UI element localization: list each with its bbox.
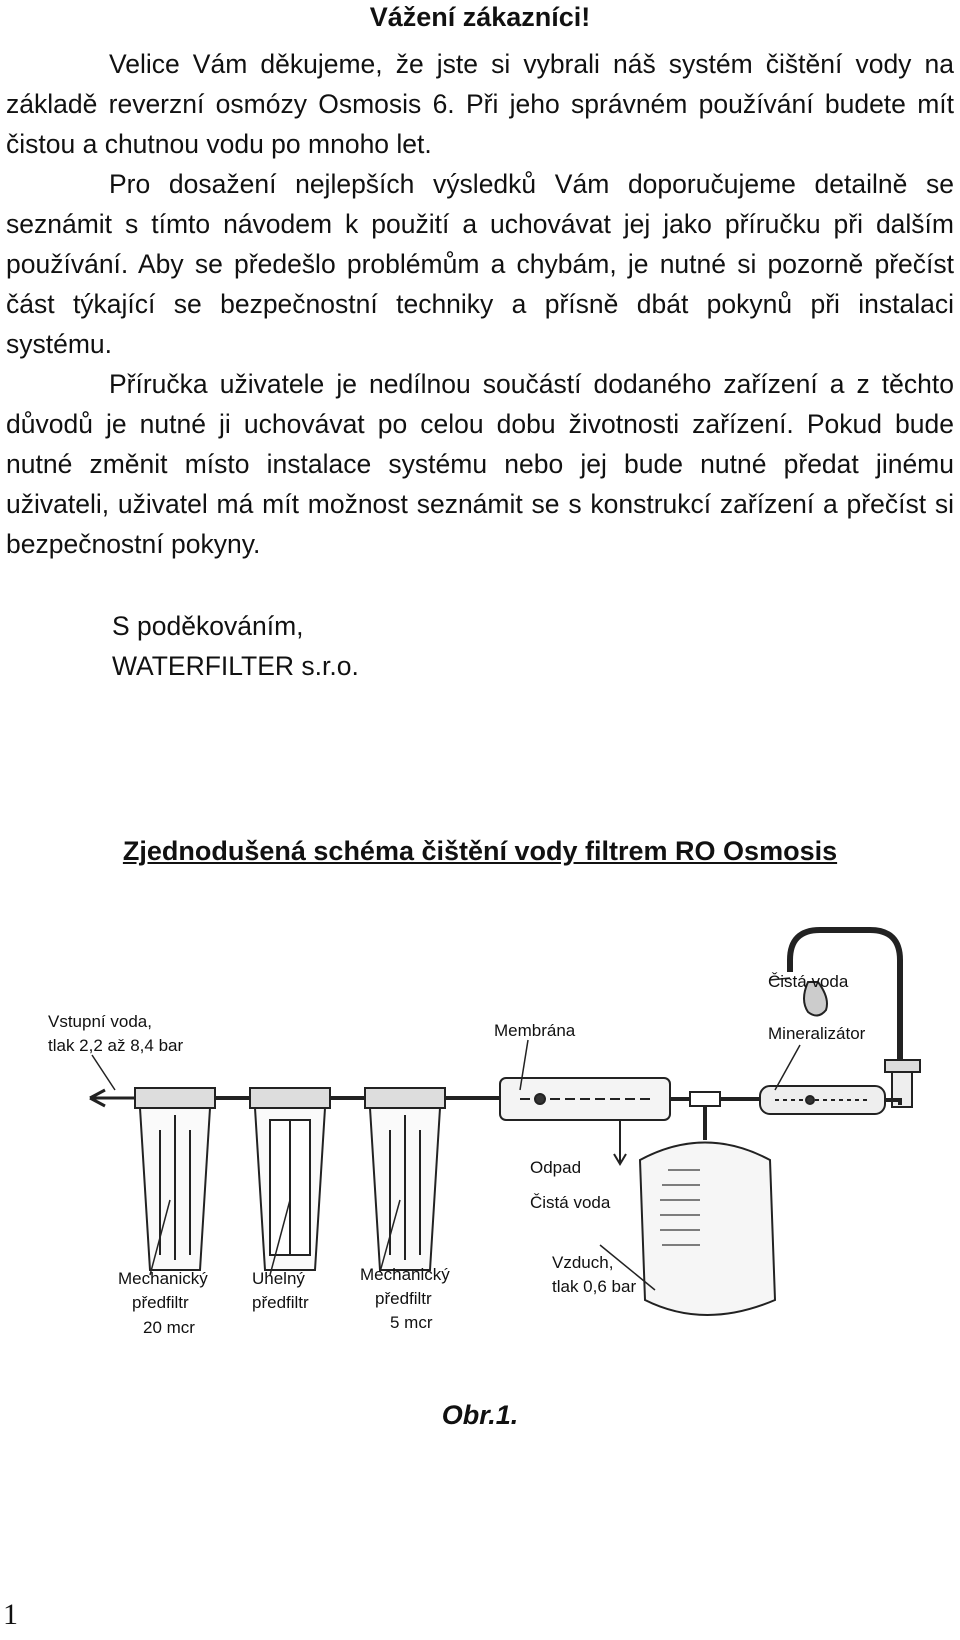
label-inlet-2: tlak 2,2 až 8,4 bar [48, 1036, 184, 1055]
label-filter1-3: 20 mcr [143, 1318, 195, 1337]
filter-housing-2 [250, 1088, 330, 1270]
label-filter3-3: 5 mcr [390, 1313, 433, 1332]
label-air-1: Vzduch, [552, 1253, 614, 1272]
company-name: WATERFILTER s.r.o. [112, 651, 359, 681]
label-filter2-2: předfiltr [252, 1293, 309, 1312]
label-clean-water-tank: Čistá voda [530, 1193, 611, 1212]
schema-title: Zjednodušená schéma čištění vody filtrem RO Osmosis [122, 836, 838, 866]
figure-caption: Obr.1. [441, 1400, 519, 1430]
label-filter3-2: předfiltr [375, 1289, 432, 1308]
closing-line: S poděkováním, [112, 611, 304, 641]
ro-filter-diagram [0, 900, 960, 1410]
label-filter1-2: předfiltr [132, 1293, 189, 1312]
faucet-icon [790, 930, 900, 1105]
letter-greeting: Vážení zákazníci! [369, 2, 591, 32]
letter-signoff [112, 606, 359, 686]
filter-housing-1 [135, 1088, 215, 1270]
page-number: 1 [3, 1598, 18, 1631]
paragraph-manual-importance: Příručka uživatele je nedílnou součástí dodaného zařízení a z těchto důvodů je nutné ji uchovávat po celou dobu životnosti zařízení. Pokud bude nutné změnit místo instalace systému nebo jej bude nutné předat jinému uživateli, uživatel má mít možnost seznámit se s konstrukcí zařízení a přečíst si bezpečnostní pokyny. [6, 369, 954, 559]
label-clean-water-top: Čistá voda [768, 972, 849, 991]
label-filter3-1: Mechanický [360, 1265, 450, 1284]
label-mineralizer: Mineralizátor [768, 1024, 866, 1043]
label-filter1-1: Mechanický [118, 1269, 208, 1288]
label-membrane: Membrána [494, 1021, 576, 1040]
letter-body [6, 44, 954, 564]
paragraph-recommendation: Pro dosažení nejlepších výsledků Vám doporučujeme detailně se seznámit s tímto návodem k použití a uchovávat jej jako příručku při dalším používání. Aby se předešlo problémům a chybám, je nutné si pozorně přečíst část týkající se bezpečnostní techniky a přísně dbát pokynů při instalaci systému. [6, 169, 954, 359]
label-air-2: tlak 0,6 bar [552, 1277, 637, 1296]
filter-housing-3 [365, 1088, 445, 1270]
label-waste: Odpad [530, 1158, 582, 1177]
storage-tank [640, 1143, 775, 1316]
label-inlet-1: Vstupní voda, [48, 1012, 152, 1031]
label-filter2-1: Uhelný [252, 1269, 305, 1288]
paragraph-thanks: Velice Vám děkujeme, že jste si vybrali náš systém čištění vody na základě reverzní osmózy Osmosis 6. Při jeho správném používání budete mít čistou a chutnou vodu po mnoho let. [6, 49, 954, 159]
